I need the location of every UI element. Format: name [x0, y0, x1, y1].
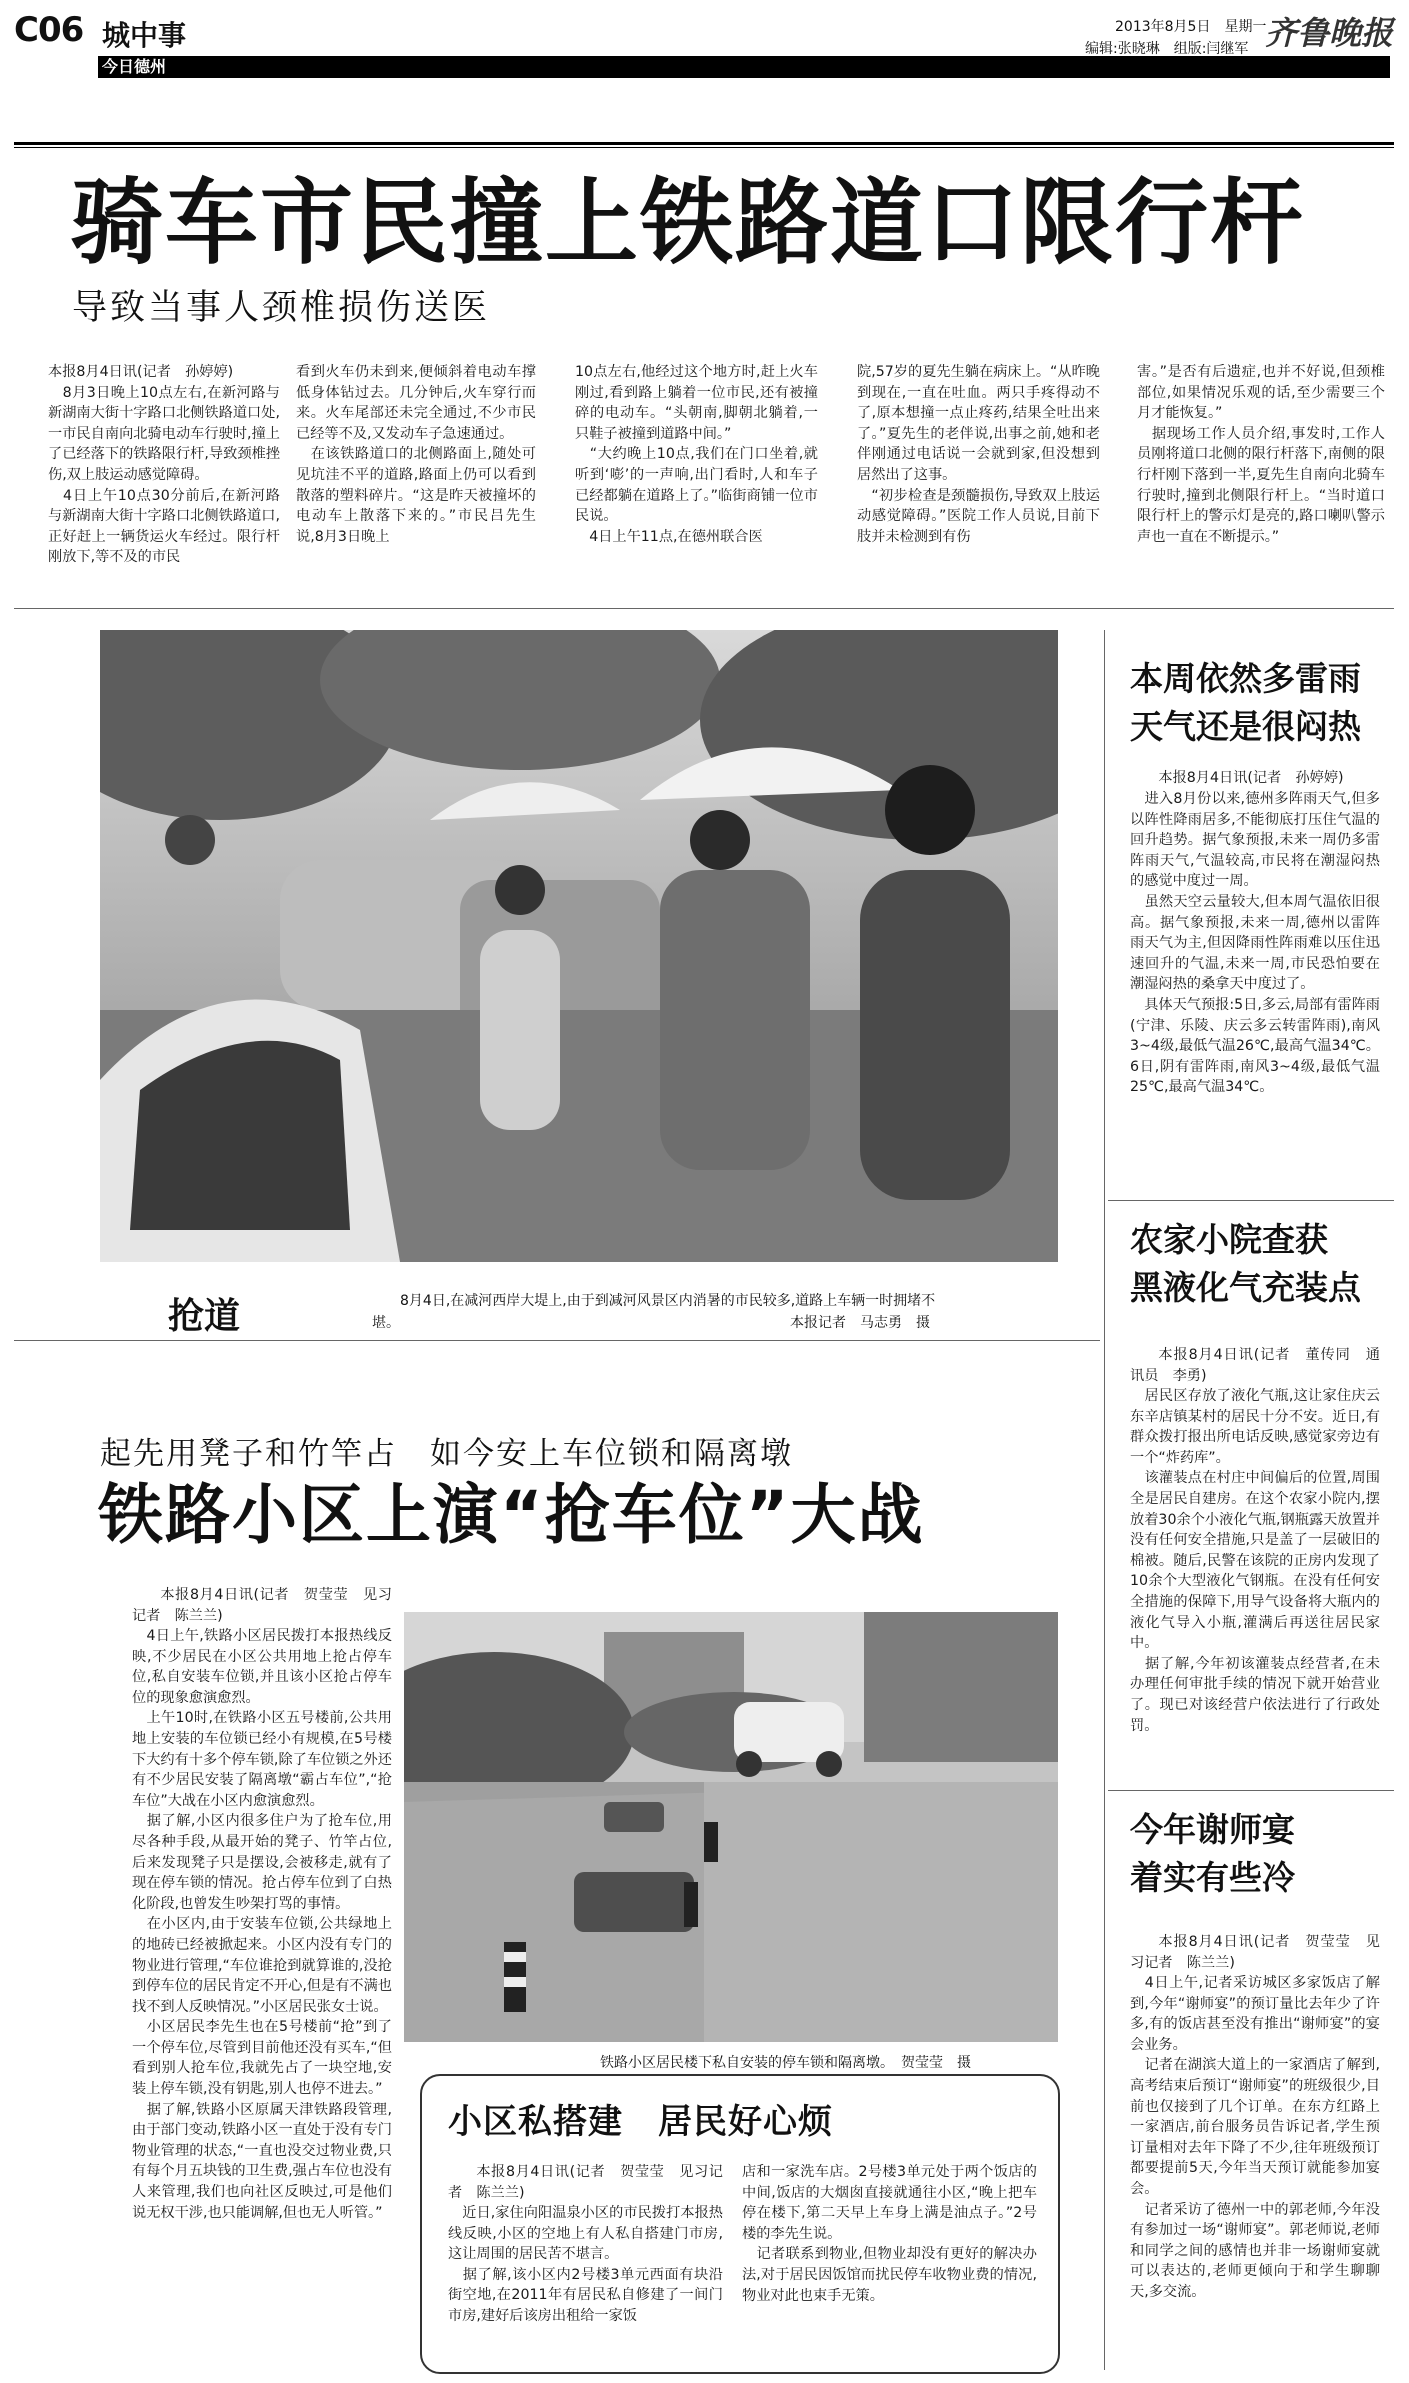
lead-column-5: 害。”是否有后遗症,也并不好说,但颈椎部位,如果情况乐观的话,至少需要三个月才能恢复。” 据现场工作人员介绍,事发时,工作人员刚将道口北侧的限行杆落下,南侧的限行杆刚下落到一半,夏先生自南向北骑车行驶时,撞到北侧限行杆上。“当时道口限行杆上的警示灯是亮的,路口喇叭警示声也一直在不断提示。”	[1137, 364, 1385, 545]
weather-headline-1: 本周依然多雷雨	[1130, 659, 1361, 698]
editor-credits: 编辑:张晓琳 组版:闫继军	[1085, 41, 1249, 57]
building-byline: 本报8月4日讯(记者 贺莹莹 见习记者 陈兰兰)	[448, 2164, 723, 2201]
section-divider	[14, 608, 1394, 609]
lead-headline: 骑车市民撞上铁路道口限行杆	[70, 169, 1305, 277]
page-code: C06	[14, 10, 84, 50]
teacher-headline-2: 着实有些冷	[1130, 1858, 1295, 1897]
traffic-photo-illustration	[100, 630, 1058, 1262]
teacher-headline-1: 今年谢师宴	[1130, 1810, 1295, 1849]
parking-byline: 本报8月4日讯(记者 贺莹莹 见习记者 陈兰兰)	[132, 1587, 392, 1624]
header-bar	[98, 56, 1390, 78]
teacher-byline: 本报8月4日讯(记者 贺莹莹 见习记者 陈兰兰)	[1130, 1934, 1380, 1971]
building-headline: 小区私搭建 居民好心烦	[448, 2102, 833, 2142]
building-body-right: 店和一家洗车店。2号楼3单元处于两个饭店的中间,饭店的大烟囱直接就通往小区,“晚上把车停在楼下,第二天早上车身上满是油点子。”2号楼的李先生说。 记者联系到物业,但物业却没有更好的解决办法,对于居民因饭馆而扰民停车收物业费的情况,物业对此也束手无策。	[742, 2164, 1037, 2304]
building-body-left: 近日,家住向阳温泉小区的市民拨打本报热线反映,小区的空地上有人私自搭建门市房,这让周围的居民苦不堪言。 据了解,该小区内2号楼3单元西面有块沿街空地,在2011年有居民私自修建了一间门市房,建好后该房出租给一家饭	[448, 2205, 723, 2324]
parking-headline: 铁路小区上演“抢车位”大战	[98, 1478, 925, 1553]
photo-credit: 本报记者 马志勇 摄	[790, 1315, 930, 1331]
parking-body: 4日上午,铁路小区居民拨打本报热线反映,不少居民在小区公共用地上抢占停车位,私自安装车位锁,并且该小区抢占停车位的现象愈演愈烈。 上午10时,在铁路小区五号楼前,公共用地上安装的车位锁已经小有规模,在5号楼下大约有十多个停车锁,除了车位锁之外还有不少居民安装了隔离墩“霸占车位”,“抢车位”大战在小区内愈演愈烈。 据了解,小区内很多住户为了抢车位,用尽各种手段,从最开始的凳子、竹竿占位,后来发现凳子只是摆设,会被移走,就有了现在停车锁的情况。抢占停车位到了白热化阶段,也曾发生吵架打骂的事情。 在小区内,由于安装车位锁,公共绿地上的地砖已经被掀起来。小区内没有专门的物业进行管理,“车位谁抢到就算谁的,没抢到停车位的居民肯定不开心,但是有不满也找不到人反映情况。”小区居民张女士说。 小区居民李先生也在5号楼前“抢”到了一个停车位,尽管到目前他还没有买车,“但看到别人抢车位,我就先占了一块空地,安装上停车锁,没有钥匙,别人也停不进去。” 据了解,铁路小区原属天津铁路段管理,由于部门变动,铁路小区一直处于没有专门物业管理的状态,“一直也没交过物业费,只有每个月五块钱的卫生费,强占车位也没有人来管理,我们也向社区反映过,可是他们说无权干涉,也只能调解,但也无人听管。”	[132, 1628, 392, 2221]
traffic-photo	[100, 630, 1058, 1262]
lead-column-4: 院,57岁的夏先生躺在病床上。“从昨晚到现在,一直在吐血。两只手疼得动不了,原本想撞一点止疼药,结果全吐出来了。”夏先生的老伴说,出事之前,她和老伴刚通过电话说一会就到家,但没想到居然出了这事。 “初步检查是颈髓损伤,导致双上肢运动感觉障碍。”医院工作人员说,目前下肢并未检测到有伤	[857, 364, 1100, 545]
farm-headline-2: 黑液化气充装点	[1130, 1268, 1361, 1307]
side-divider	[1108, 1200, 1394, 1201]
section-subtitle: 今日德州	[102, 57, 167, 76]
column-divider	[1104, 630, 1105, 2370]
parking-kicker: 起先用凳子和竹竿占 如今安上车位锁和隔离墩	[100, 1436, 793, 1472]
photo-tag: 抢道	[168, 1296, 241, 1337]
lead-subheadline: 导致当事人颈椎损伤送医	[72, 288, 491, 328]
weather-body: 进入8月份以来,德州多阵雨天气,但多以阵性降雨居多,不能彻底打压住气温的回升趋势。据气象预报,未来一周仍多雷阵雨天气,气温较高,市民将在潮湿闷热的感觉中度过一周。 虽然天空云量较大,但本周气温依旧很高。据气象预报,未来一周,德州以雷阵雨天气为主,但因降雨性阵雨难以压住迅速回升的气温,未来一周,市民恐怕要在潮湿闷热的桑拿天中度过了。 具体天气预报:5日,多云,局部有雷阵雨(宁津、乐陵、庆云多云转雷阵雨),南风3~4级,最低气温26℃,最高气温34℃。6日,阴有雷阵雨,南风3~4级,最低气温25℃,最高气温34℃。	[1130, 791, 1380, 1096]
section-title: 城中事	[102, 19, 187, 52]
lead-column-1: 本报8月4日讯(记者 孙婷婷) 8月3日晚上10点左右,在新河路与新湖南大街十字路口北侧铁路道口处,一市民自南向北骑电动车行驶时,撞上了已经落下的铁路限行杆,导致颈椎挫伤,双上肢运动感觉障碍。 4日上午10点30分前后,在新河路与新湖南大街十字路口北侧铁路道口,正好赶上一辆货运火车经过。限行杆刚放下,等不及的市民	[48, 364, 280, 566]
farm-byline: 本报8月4日讯(记者 董传同 通讯员 李勇)	[1130, 1347, 1380, 1384]
weather-headline-2: 天气还是很闷热	[1130, 707, 1361, 746]
parking-photo-illustration	[404, 1612, 1058, 2042]
issue-date: 2013年8月5日 星期一	[1115, 19, 1267, 35]
newspaper-logo: 齐鲁晚报	[1265, 14, 1394, 52]
farm-body: 居民区存放了液化气瓶,这让家住庆云东辛店镇某村的居民十分不安。近日,有群众拨打报出所电话反映,感觉家旁边有一个“炸药库”。 该灌装点在村庄中间偏后的位置,周围全是居民自建房。在这个农家小院内,摆放着30余个小液化气瓶,钢瓶露天放置并没有任何安全措施,只是盖了一层破旧的棉被。随后,民警在该院的正房内发现了10余个大型液化气钢瓶。在没有任何安全措施的保障下,用导气设备将大瓶内的液化气导入小瓶,灌满后再送往居民家中。 据了解,今年初该灌装点经营者,在未办理任何审批手续的情况下就开始营业了。现已对该经营户依法进行了行政处罚。	[1130, 1388, 1380, 1734]
side-divider	[1108, 1790, 1394, 1791]
photo-caption: 8月4日,在减河西岸大堤上,由于到减河风景区内消暑的市民较多,道路上车辆一时拥堵不堪。	[372, 1293, 936, 1331]
weather-byline: 本报8月4日讯(记者 孙婷婷)	[1158, 770, 1344, 786]
section-divider	[14, 1340, 1100, 1341]
farm-headline-1: 农家小院查获	[1130, 1220, 1328, 1259]
parking-photo	[404, 1612, 1058, 2042]
teacher-body: 4日上午,记者采访城区多家饭店了解到,今年“谢师宴”的预订量比去年少了许多,有的饭店甚至没有推出“谢师宴”的宴会业务。 记者在湖滨大道上的一家酒店了解到,高考结束后预订“谢师宴”的班级很少,目前也仅接到了几个订单。在东方红路上一家酒店,前台服务员告诉记者,学生预订量相对去年下降了不少,往年班级预订都要提前5天,今年当天预订就能参加宴会。 记者采访了德州一中的郭老师,今年没有参加过一场“谢师宴”。郭老师说,老师和同学之间的感情也并非一场谢师宴就可以表达的,老师更倾向于和学生聊聊天,多交流。	[1130, 1975, 1380, 2300]
lead-column-3: 10点左右,他经过这个地方时,赶上火车刚过,看到路上躺着一位市民,还有被撞碎的电动车。“头朝南,脚朝北躺着,一只鞋子被撞到道路中间。” “大约晚上10点,我们在门口坐着,就听到‘嘭’的一声响,出门看时,人和车子已经都躺在道路上了。”临街商铺一位市民说。 4日上午11点,在德州联合医	[575, 364, 818, 545]
lead-column-2: 看到火车仍未到来,便倾斜着电动车撑低身体钻过去。几分钟后,火车穿行而来。火车尾部还未完全通过,不少市民已经等不及,又发动车子急速通过。 在该铁路道口的北侧路面上,随处可见坑洼不平的道路,路面上仍可以看到散落的塑料碎片。“这是昨天被撞坏的电动车上散落下来的。”市民吕先生说,8月3日晚上	[296, 364, 536, 545]
top-rule	[14, 142, 1394, 148]
parking-photo-caption: 铁路小区居民楼下私自安装的停车锁和隔离墩。 贺莹莹 摄	[600, 2055, 971, 2071]
